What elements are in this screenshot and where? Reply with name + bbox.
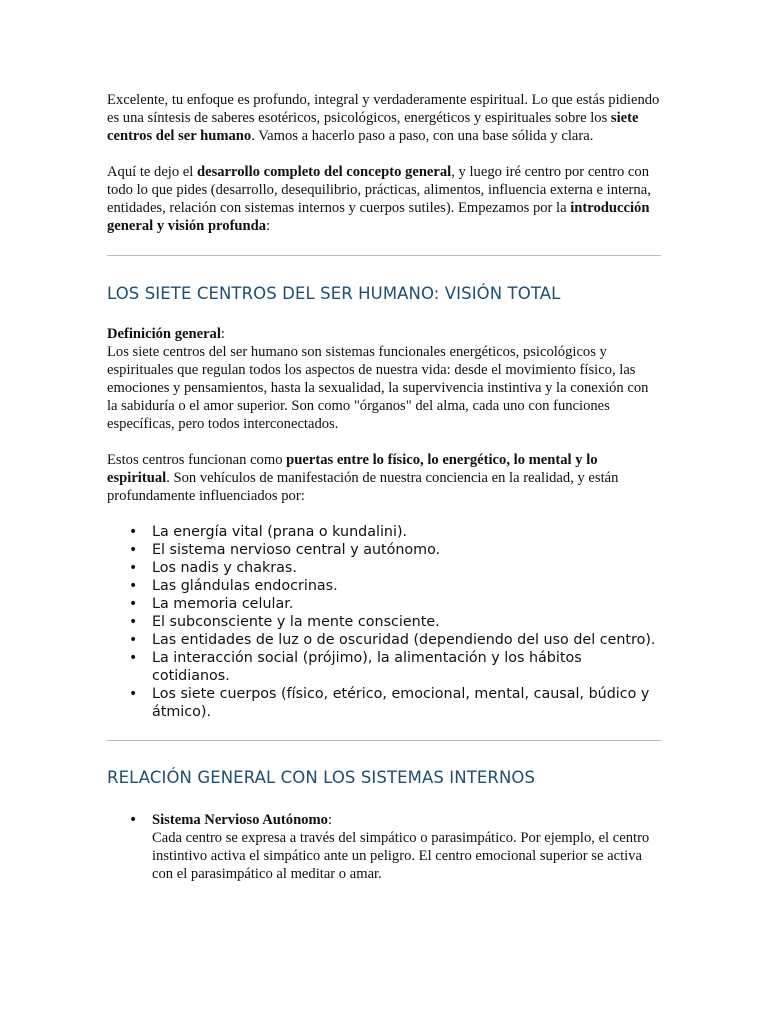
definition-paragraph [107,325,661,433]
list-item: • El subconsciente y la mente consciente. [152,613,661,631]
list-item: • La interacción social (prójimo), la alimentación y los hábitos cotidianos. [152,649,661,685]
intro-p1-text-a: Excelente, tu enfoque es profundo, integral y verdaderamente espiritual. Lo que estás pidiendo es una síntesis de saberes esotéricos, psicológicos, energéticos y espirituales sobre los [107,92,660,126]
intro-p2-bold-2: introducción general y visión profunda [107,200,650,234]
list-item-nervous-system [152,811,661,883]
definition-colon: : [220,326,225,342]
intro-p1-text-b: . Vamos a hacerlo paso a paso, con una base sólida y clara. [251,128,594,144]
intro-paragraph-2 [107,163,661,235]
list-item: • El sistema nervioso central y autónomo. [152,541,661,559]
definition-text: Los siete centros del ser humano son sistemas funcionales energéticos, psicológicos y espirituales que regulan todos los aspectos de nuestra vida: desde el movimiento físico, las emociones y pensamientos, hasta la sexualidad, la supervivencia instintiva y la conexión con la sabiduría o el amor superior. Son como "órganos" del alma, cada uno con funciones específicas, pero todos interconectados. [107,344,649,432]
list-item: • Las entidades de luz o de oscuridad (dependiendo del uso del centro). [152,631,661,649]
nervous-system-label: Sistema Nervioso Autónomo [152,812,328,828]
intro-p2-text-b: , y luego iré centro por centro con todo lo que pides (desarrollo, desequilibrio, prácticas, alimentos, influencia externa e interna, entidades, relación con sistemas internos y cuerpos sutiles). Empezamos por la [107,164,651,216]
list-item: • La memoria celular. [152,595,661,613]
nervous-system-colon: : [327,812,332,828]
list-item: • Los nadis y chakras. [152,559,661,577]
list-item: • Las glándulas endocrinas. [152,577,661,595]
gateway-text-b: . Son vehículos de manifestación de nuestra conciencia en la realidad, y están profundamente influenciados por: [107,470,619,504]
gateway-paragraph [107,451,661,505]
intro-p2-bold-1: desarrollo completo del concepto general [196,164,452,180]
section-heading-vision-total: LOS SIETE CENTROS DEL SER HUMANO: VISIÓN TOTAL [107,284,561,303]
horizontal-divider-2 [107,740,661,741]
intro-p2-text-a: Aquí te dejo el [107,164,197,180]
intro-paragraph-1 [107,91,661,145]
gateway-text-a: Estos centros funcionan como [107,452,287,468]
document-page [107,91,661,883]
nervous-system-text: Cada centro se expresa a través del simpático o parasimpático. Por ejemplo, el centro instintivo activa el simpático ante un peligro. El centro emocional superior se activa con el parasimpático al meditar o amar. [152,830,650,882]
list-item: • La energía vital (prana o kundalini). [152,523,661,541]
gateway-bold: puertas entre lo físico, lo energético, lo mental y lo espiritual [107,452,598,486]
list-item: • Los siete cuerpos (físico, etérico, emocional, mental, causal, búdico y átmico). [152,685,661,721]
intro-p2-text-c: : [266,218,271,234]
section-heading-internal-systems: RELACIÓN GENERAL CON LOS SISTEMAS INTERNOS [107,768,536,787]
horizontal-divider-1 [107,255,661,256]
internal-systems-list [107,811,661,883]
intro-p1-bold: siete centros del ser humano [107,110,639,144]
influences-list [107,523,661,721]
definition-label: Definición general [107,326,221,342]
